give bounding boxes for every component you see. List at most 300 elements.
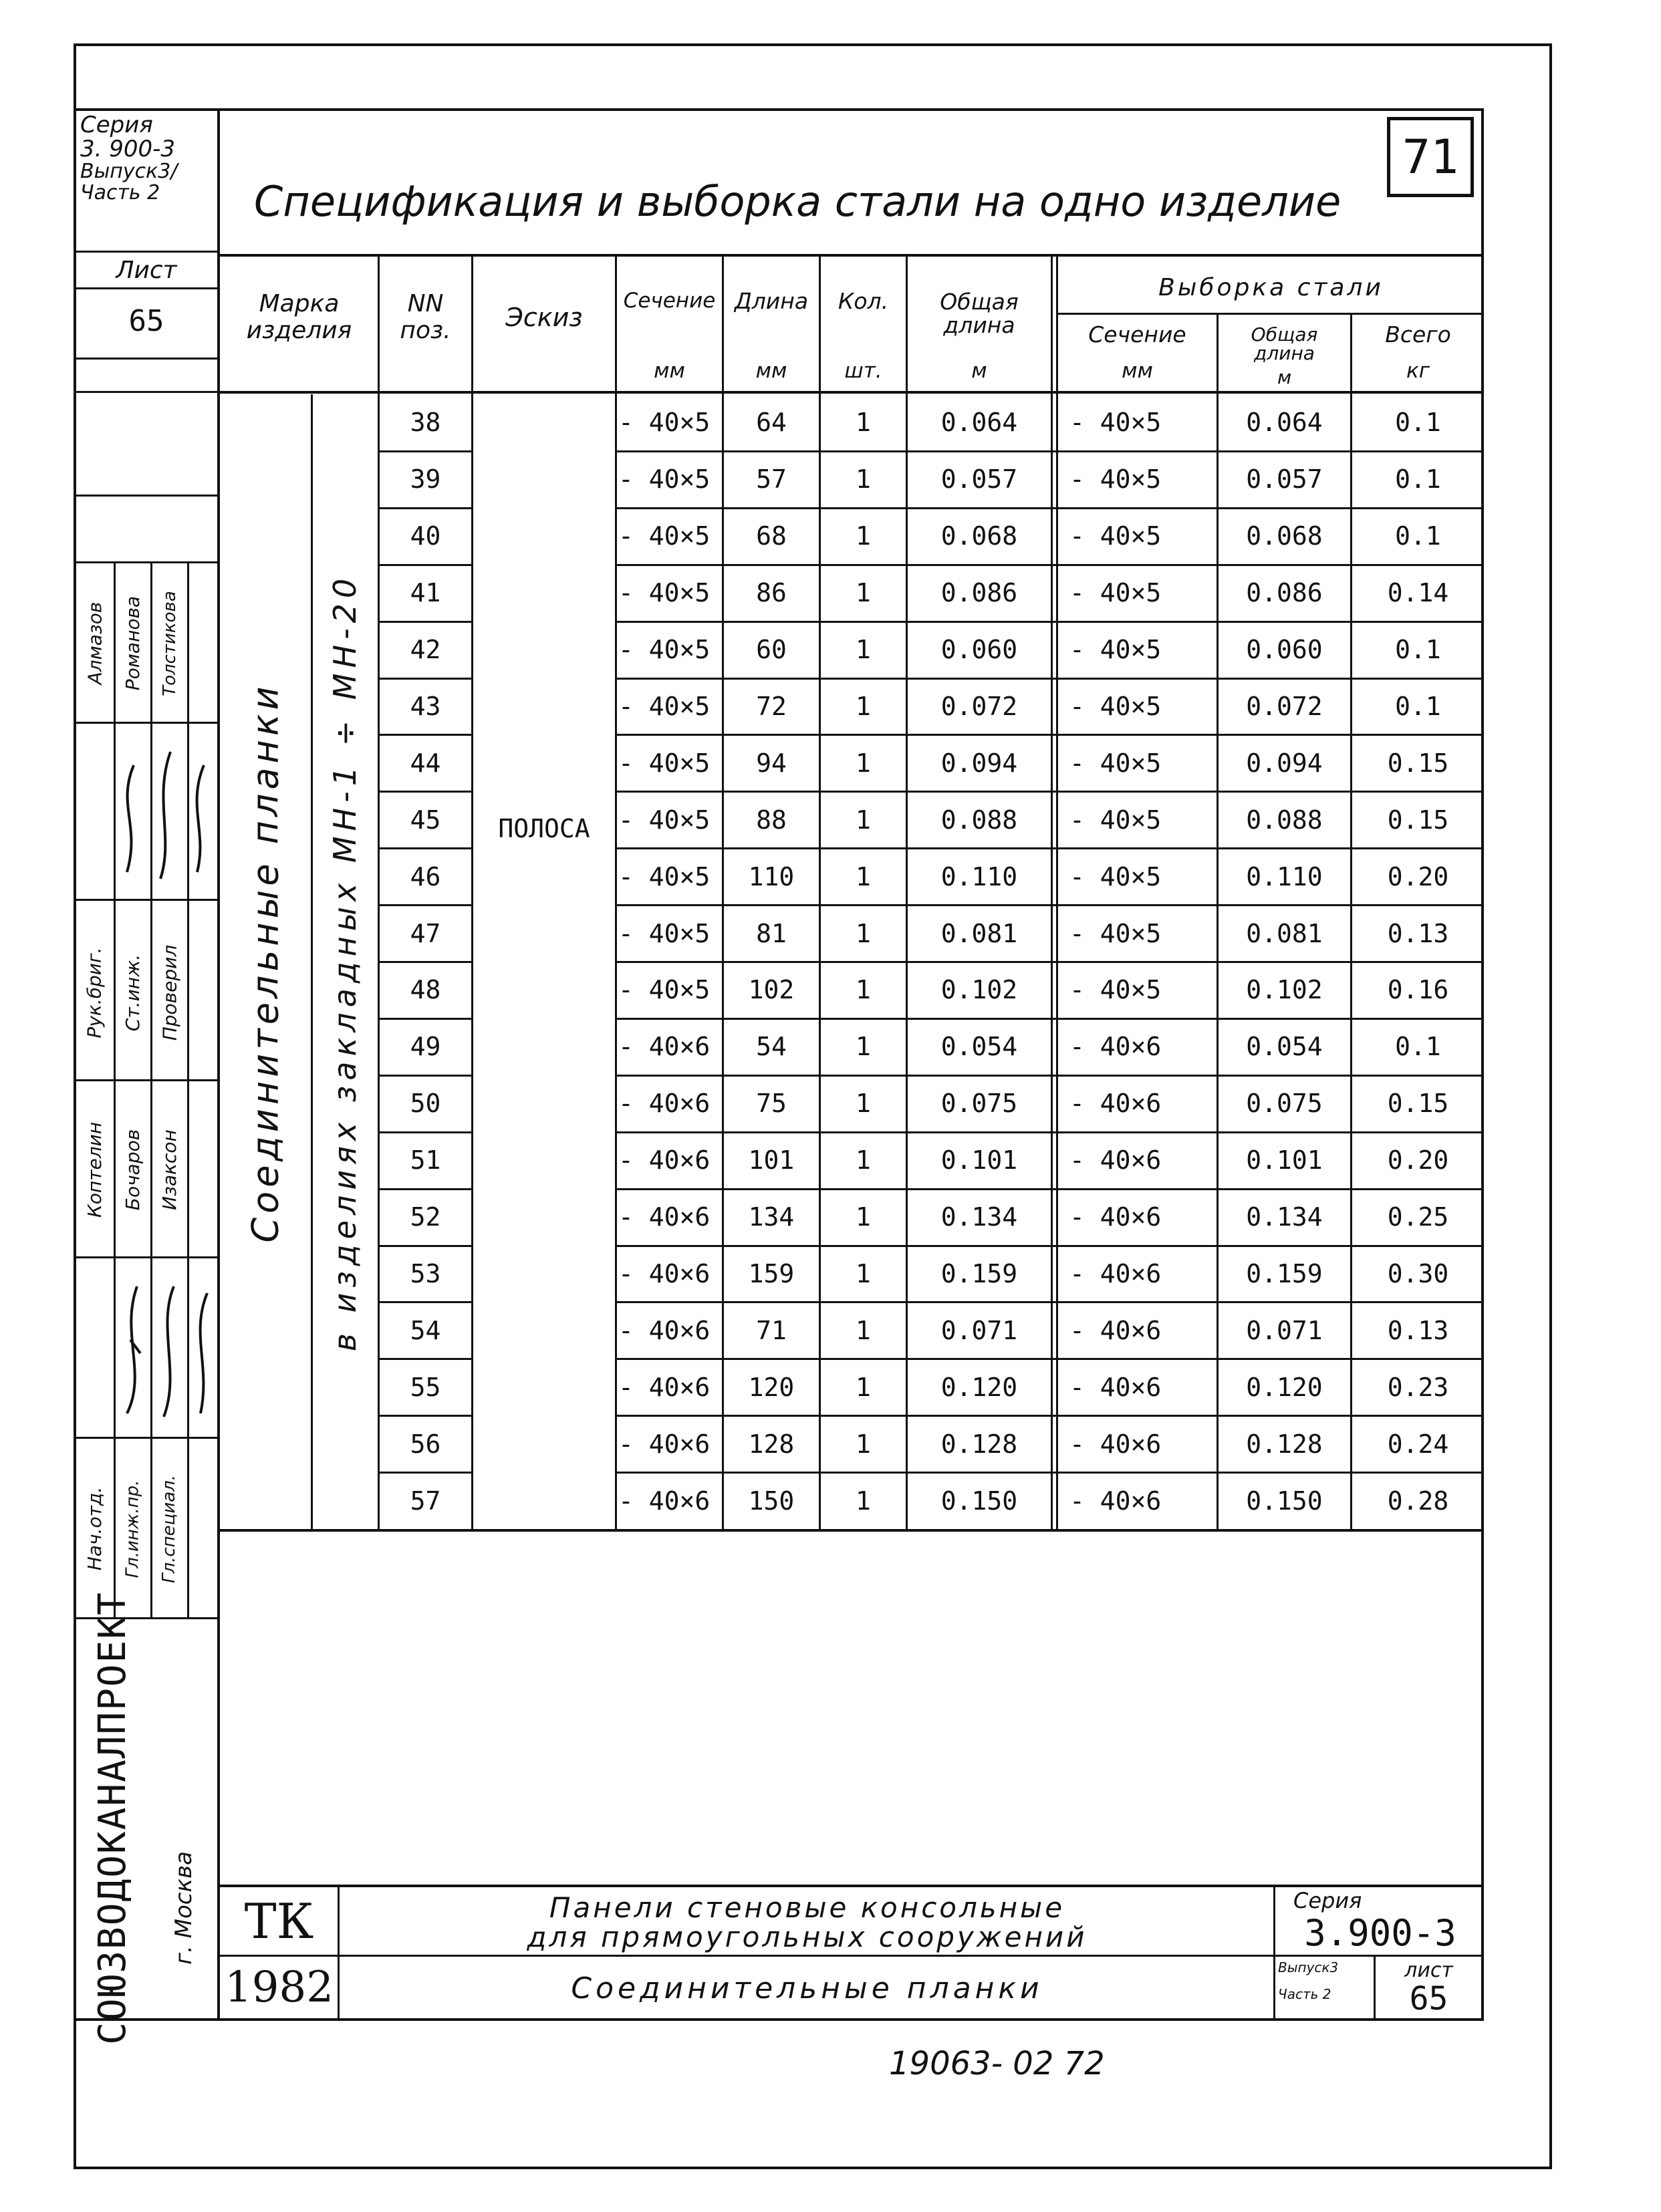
cell-len: 64 [756,408,787,438]
cell-pos: 38 [410,408,441,438]
row-divider [380,961,471,963]
stamp-list-label: лист [1404,1958,1453,1982]
cell-qty: 1 [856,1145,871,1176]
cell-sec: - 40×5 [618,521,711,551]
cell-kg: 0.24 [1387,1429,1449,1459]
cell-sec: - 40×6 [618,1372,711,1402]
cell-stot: 0.068 [1246,521,1323,551]
cell-len: 128 [748,1429,795,1459]
stamp-desc-1: Панели стеновые консольные [549,1891,1065,1924]
cell-tot: 0.094 [940,748,1018,778]
role-ruk-brig: Рук.бриг. [84,946,106,1039]
cell-stot: 0.081 [1246,918,1323,948]
cell-ssec: - 40×6 [1069,1145,1162,1176]
stamp-list-value: 65 [1409,1980,1448,2018]
cell-stot: 0.064 [1246,408,1323,438]
cell-len: 54 [756,1032,787,1062]
strip-line-1 [74,495,219,497]
cell-sec: - 40×6 [618,1258,711,1288]
cell-qty: 1 [856,1315,871,1345]
cell-ssec: - 40×6 [1069,1089,1162,1119]
col-line-sketch [471,254,473,1530]
role-st-inzh: Ст.инж. [122,954,144,1031]
cell-stot: 0.060 [1246,635,1323,665]
cell-tot: 0.101 [940,1145,1018,1176]
cell-kg: 0.1 [1395,408,1441,438]
row-divider [617,678,1484,680]
cell-tot: 0.086 [940,578,1018,608]
cell-tot: 0.060 [940,635,1018,665]
org-name: СОЮЗВОДОКАНАЛПРОЕКТ [90,1591,134,2045]
cell-stot: 0.075 [1246,1089,1323,1119]
cell-pos: 49 [410,1032,441,1062]
cell-tot: 0.150 [940,1486,1018,1516]
cell-ssec: - 40×6 [1069,1372,1162,1402]
row-divider [617,961,1484,963]
cell-sec: - 40×5 [618,464,711,495]
cell-qty: 1 [856,1089,871,1119]
cell-pos: 45 [410,805,441,835]
stamp-series-label: Серия [1293,1888,1362,1913]
cell-tot: 0.134 [940,1202,1018,1232]
cell-tot: 0.068 [940,521,1018,551]
row-divider [380,1131,471,1133]
row-divider [617,1415,1484,1417]
name-tolstikova: Толстикова [159,590,180,696]
cell-len: 94 [756,748,787,778]
stamp-tk: ТК [244,1893,314,1949]
row-divider [380,507,471,509]
name-bocharov: Бочаров [122,1129,144,1210]
cell-ssec: - 40×5 [1069,691,1162,721]
header-bottom [217,391,1484,394]
cell-stot: 0.159 [1246,1258,1323,1288]
role-cell-4 [76,1443,114,1614]
org-divider [217,1617,219,2018]
row-divider [617,621,1484,623]
cell-tot: 0.057 [940,464,1018,495]
header-sel-total-unit: м [1277,366,1292,388]
cell-pos: 43 [410,691,441,721]
row-divider [617,564,1484,566]
cell-sec: - 40×6 [618,1315,711,1345]
cell-pos: 54 [410,1315,441,1345]
cell-ssec: - 40×5 [1069,918,1162,948]
cell-ssec: - 40×5 [1069,408,1162,438]
cell-stot: 0.102 [1246,975,1323,1005]
cell-pos: 48 [410,975,441,1005]
cell-qty: 1 [856,975,871,1005]
sheet-divider-2 [74,358,219,360]
frame-right [1549,43,1552,2169]
row-divider [617,1245,1484,1247]
cell-ssec: - 40×6 [1069,1315,1162,1345]
cell-len: 120 [748,1372,795,1402]
cell-kg: 0.14 [1387,578,1449,608]
cell-qty: 1 [856,1429,871,1459]
row-divider [380,734,471,736]
footer-code: 19063- 02 72 [889,2045,1105,2082]
cell-tot: 0.120 [940,1372,1018,1402]
row-divider [380,1075,471,1077]
cell-pos: 55 [410,1372,441,1402]
header-qty: Кол. [838,287,889,314]
sheet-number: 65 [128,303,164,338]
cell-sec: - 40×6 [618,1145,711,1176]
strip-line-4 [74,899,219,901]
cell-len: 68 [756,521,787,551]
cell-kg: 0.1 [1395,691,1441,721]
stamp-desc-3: Соединительные планки [571,1971,1043,2006]
cell-len: 60 [756,635,787,665]
cell-qty: 1 [856,918,871,948]
org-city-cell [150,1831,217,1985]
col-line-sel1 [1051,254,1053,1530]
stamp-desc-2: для прямоугольных сооружений [527,1921,1088,1953]
inner-bottom [74,2018,1484,2021]
cell-pos: 57 [410,1486,441,1516]
cell-ssec: - 40×5 [1069,861,1162,891]
cell-pos: 41 [410,578,441,608]
header-sel-section: Сечение [1088,321,1186,348]
header-selection: Выборка стали [1158,273,1384,301]
name-cell-6 [152,1086,187,1253]
cell-qty: 1 [856,748,871,778]
stamp-top [217,1885,1484,1887]
cell-ssec: - 40×5 [1069,975,1162,1005]
header-sel-all: Всего [1385,321,1451,348]
cell-sec: - 40×6 [618,1486,711,1516]
cell-sec: - 40×5 [618,805,711,835]
cell-sec: - 40×5 [618,691,711,721]
cell-tot: 0.072 [940,691,1018,721]
row-divider [617,1131,1484,1133]
cell-stot: 0.110 [1246,861,1323,891]
cell-tot: 0.110 [940,861,1018,891]
signature-block-2 [114,1260,221,1433]
strip-line-2 [74,561,219,563]
cell-qty: 1 [856,635,871,665]
cell-qty: 1 [856,861,871,891]
cell-kg: 0.15 [1387,805,1449,835]
series-number: 3. 900-3 [80,135,176,162]
cell-len: 57 [756,464,787,495]
cell-kg: 0.13 [1387,918,1449,948]
name-almazov: Алмазов [84,601,106,685]
cell-sec: - 40×5 [618,918,711,948]
row-divider [380,678,471,680]
row-divider [380,1018,471,1020]
stamp-col-3 [1374,1955,1376,2018]
cell-tot: 0.081 [940,918,1018,948]
name-koptelin: Коптелин [84,1121,106,1218]
sheet-label: Лист [116,256,177,284]
cell-ssec: - 40×6 [1069,1202,1162,1232]
name-cell-1 [76,568,114,718]
sheet-badge: 71 [1387,117,1474,197]
cell-len: 81 [756,918,787,948]
cell-ssec: - 40×6 [1069,1486,1162,1516]
cell-sec: - 40×6 [618,1032,711,1062]
cell-qty: 1 [856,1202,871,1232]
cell-len: 134 [748,1202,795,1232]
cell-sec: - 40×5 [618,975,711,1005]
name-romanova: Романова [122,595,144,691]
row-divider [380,1415,471,1417]
col-line-sec [615,254,617,1530]
cell-sec: - 40×5 [618,578,711,608]
cell-sec: - 40×5 [618,748,711,778]
cell-ssec: - 40×5 [1069,635,1162,665]
stamp-chast: Часть 2 [1278,1986,1331,2002]
cell-tot: 0.075 [940,1089,1018,1119]
cell-len: 88 [756,805,787,835]
cell-stot: 0.101 [1246,1145,1323,1176]
header-sel-section-unit: мм [1122,359,1153,383]
stamp-series-value: 3.900-3 [1304,1911,1456,1954]
role-cell-1 [76,909,114,1076]
row-divider [617,1188,1484,1190]
cell-ssec: - 40×5 [1069,464,1162,495]
cell-tot: 0.054 [940,1032,1018,1062]
cell-len: 75 [756,1089,787,1119]
cell-pos: 50 [410,1089,441,1119]
cell-ssec: - 40×6 [1069,1032,1162,1062]
header-length-unit: мм [755,359,787,383]
cell-ssec: - 40×6 [1069,1258,1162,1288]
name-cell-4 [76,1086,114,1253]
row-divider [380,564,471,566]
sheet-divider-3 [74,391,219,393]
row-divider [380,1472,471,1474]
cell-pos: 40 [410,521,441,551]
org-city: г. Москва [170,1851,197,1965]
row-divider [380,904,471,906]
cell-ssec: - 40×6 [1069,1429,1162,1459]
cell-qty: 1 [856,1486,871,1516]
cell-tot: 0.088 [940,805,1018,835]
series-label: Серия [80,112,153,138]
row-divider [617,1075,1484,1077]
cell-qty: 1 [856,521,871,551]
header-qty-unit: шт. [844,359,882,383]
cell-stot: 0.094 [1246,748,1323,778]
cell-len: 102 [748,975,795,1005]
header-length: Длина [734,287,809,314]
strip-line-7 [74,1437,219,1439]
role-cell-3 [152,909,187,1076]
row-divider [617,507,1484,509]
cell-stot: 0.150 [1246,1486,1323,1516]
cell-kg: 0.1 [1395,635,1441,665]
cell-qty: 1 [856,805,871,835]
name-cell-3 [152,568,187,718]
header-total-length: Общая длина [940,289,1019,338]
cell-qty: 1 [856,1032,871,1062]
cell-kg: 0.1 [1395,464,1441,495]
row-divider [617,1301,1484,1303]
cell-pos: 51 [410,1145,441,1176]
cell-len: 150 [748,1486,795,1516]
row-divider [617,1018,1484,1020]
cell-ssec: - 40×5 [1069,521,1162,551]
cell-kg: 0.1 [1395,521,1441,551]
cell-kg: 0.28 [1387,1486,1449,1516]
role-cell-5 [115,1443,150,1614]
cell-sec: - 40×5 [618,408,711,438]
strip-line-5 [74,1079,219,1081]
role-gl-specialist: Гл.специал. [159,1474,180,1583]
row-divider [617,734,1484,736]
cell-qty: 1 [856,1372,871,1402]
strip-line-3 [74,722,219,724]
cell-len: 101 [748,1145,795,1176]
cell-pos: 46 [410,861,441,891]
row-divider [380,1188,471,1190]
cell-pos: 39 [410,464,441,495]
page-title: Спецификация и выборка стали на одно изделие [254,177,1341,226]
series-chast: Часть 2 [80,180,160,204]
cell-qty: 1 [856,691,871,721]
series-vypusk: Выпуск3/ [80,160,178,184]
stamp-col-1 [338,1885,340,2018]
cell-pos: 56 [410,1429,441,1459]
cell-pos: 44 [410,748,441,778]
cell-qty: 1 [856,408,871,438]
inner-top [74,108,1484,111]
header-sketch: Эскиз [505,303,583,332]
cell-sec: - 40×6 [618,1202,711,1232]
series-block [80,114,217,247]
signature-block-1 [114,725,221,895]
cell-tot: 0.159 [940,1258,1018,1288]
cell-kg: 0.15 [1387,1089,1449,1119]
stamp-vypusk: Выпуск3 [1278,1959,1339,1975]
cell-stot: 0.072 [1246,691,1323,721]
cell-pos: 42 [410,635,441,665]
header-total-length-unit: м [971,359,987,383]
cell-ssec: - 40×5 [1069,805,1162,835]
cell-pos: 47 [410,918,441,948]
cell-kg: 0.20 [1387,1145,1449,1176]
cell-kg: 0.1 [1395,1032,1441,1062]
name-cell-2 [115,568,150,718]
cell-qty: 1 [856,1258,871,1288]
cell-tot: 0.102 [940,975,1018,1005]
header-pos: NN поз. [400,290,451,344]
cell-stot: 0.054 [1246,1032,1323,1062]
group-name-cell [221,394,311,1530]
cell-stot: 0.120 [1246,1372,1323,1402]
stamp-col-2 [1273,1885,1275,2018]
row-divider [617,1358,1484,1360]
header-section: Сечение [623,289,716,313]
cell-kg: 0.13 [1387,1315,1449,1345]
role-cell-6 [152,1443,187,1614]
cell-len: 159 [748,1258,795,1288]
cell-kg: 0.30 [1387,1258,1449,1288]
cell-pos: 52 [410,1202,441,1232]
header-mark: Марка изделия [246,290,352,344]
role-nach-otd: Нач.отд. [84,1486,106,1571]
group-subname-cell [313,394,378,1530]
name-cell-5 [115,1086,150,1253]
group-subname: в изделиях закладных МН-1 ÷ МН-20 [327,573,364,1352]
cell-sec: - 40×5 [618,635,711,665]
group-name: Соединительные планки [245,682,287,1243]
cell-pos: 53 [410,1258,441,1288]
cell-tot: 0.128 [940,1429,1018,1459]
cell-kg: 0.25 [1387,1202,1449,1232]
cell-ssec: - 40×5 [1069,748,1162,778]
header-section-unit: мм [654,359,685,383]
cell-kg: 0.16 [1387,975,1449,1005]
role-gl-inzh-pr: Гл.инж.пр. [122,1480,143,1578]
cell-sec: - 40×5 [618,861,711,891]
stamp-year: 1982 [225,1963,334,2012]
table-bottom [217,1529,1484,1532]
cell-sec: - 40×6 [618,1429,711,1459]
cell-kg: 0.20 [1387,861,1449,891]
table-top [217,254,1484,257]
cell-tot: 0.064 [940,408,1018,438]
header-sel-total: Общая длина [1251,323,1318,364]
row-divider [380,791,471,793]
role-cell-2 [115,909,150,1076]
sheet-divider [74,287,219,289]
cell-len: 110 [748,861,795,891]
cell-stot: 0.088 [1246,805,1323,835]
row-divider [380,1245,471,1247]
strip-line-6 [74,1256,219,1258]
cell-stot: 0.128 [1246,1429,1323,1459]
cell-len: 72 [756,691,787,721]
cell-kg: 0.15 [1387,748,1449,778]
cell-stot: 0.057 [1246,464,1323,495]
cell-tot: 0.071 [940,1315,1018,1345]
stamp-mid [217,1955,1484,1957]
cell-qty: 1 [856,578,871,608]
row-divider [617,847,1484,849]
row-divider [380,1301,471,1303]
selection-header-line [1056,313,1484,315]
cell-stot: 0.071 [1246,1315,1323,1345]
col-line-sel2 [1056,254,1058,1530]
cell-ssec: - 40×5 [1069,578,1162,608]
cell-qty: 1 [856,464,871,495]
frame-top [74,43,1551,46]
frame-bottom [74,2167,1552,2169]
header-sel-all-unit: кг [1406,359,1430,383]
cell-len: 71 [756,1315,787,1345]
cell-len: 86 [756,578,787,608]
row-divider [617,904,1484,906]
sketch-label: ПОЛОСА [498,814,590,843]
row-divider [617,450,1484,452]
name-izakson: Изаксон [158,1129,180,1210]
role-proveril: Проверил [158,944,180,1041]
cell-stot: 0.086 [1246,578,1323,608]
row-divider [617,791,1484,793]
cell-sec: - 40×6 [618,1089,711,1119]
row-divider [380,450,471,452]
org-name-cell [76,1591,149,2045]
cell-kg: 0.23 [1387,1372,1449,1402]
strip-col-3 [187,561,189,1617]
row-divider [380,847,471,849]
row-divider [380,1358,471,1360]
row-divider [617,1472,1484,1474]
